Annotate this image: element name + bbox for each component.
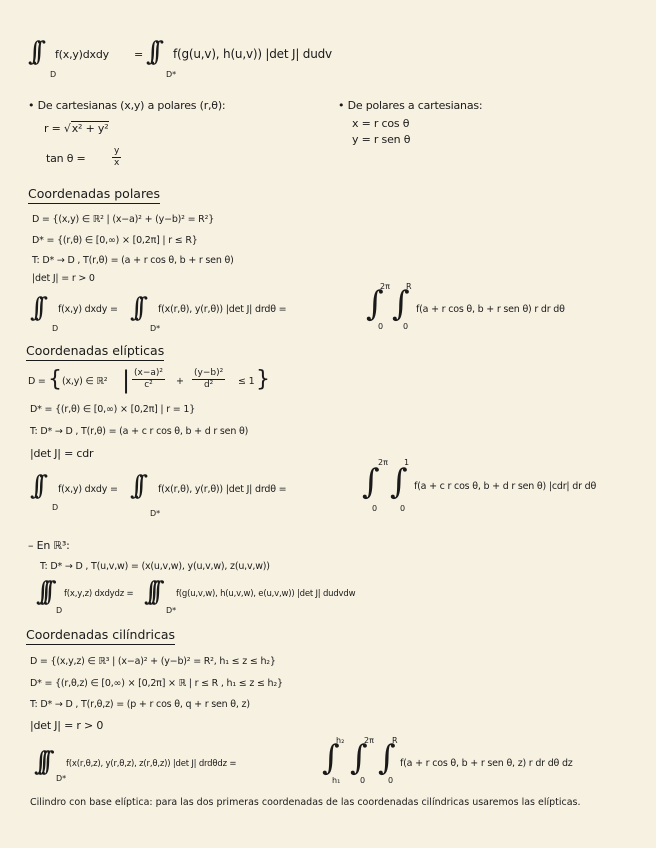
lower-limit: 0 [388, 776, 394, 785]
elliptic-d-prefix: D = [28, 376, 46, 387]
x-equation: x = r cos θ [352, 117, 410, 130]
integral-symbol: ∫ [390, 462, 399, 502]
elliptic-le: ≤ 1 [238, 376, 255, 387]
polar-det: |det J| = r > 0 [32, 273, 95, 284]
lower-limit: h₁ [332, 776, 341, 785]
polar-to-cart-title: • De polares a cartesianas: [338, 99, 483, 112]
tan-fraction [112, 146, 121, 169]
tan-denominator: x [114, 158, 120, 168]
frac-x-numerator: (x−a)² [134, 368, 164, 378]
upper-limit: h₂ [336, 736, 345, 745]
polar-int-right: f(a + r cos θ, b + r sen θ) r dr dθ [416, 304, 565, 315]
elliptic-int-left: f(x,y) dxdy = [58, 484, 118, 495]
cylindrical-heading: Coordenadas cilíndricas [26, 627, 175, 645]
cyl-int-right: f(a + r cos θ, b + r sen θ, z) r dr dθ dz [400, 758, 573, 769]
plus-sign: + [176, 376, 184, 387]
domain-limit: D [52, 503, 59, 512]
cart-to-polar-title: • De cartesianas (x,y) a polares (r,θ): [28, 99, 226, 112]
elliptic-d-set: (x,y) ∈ ℝ² [62, 376, 108, 387]
equals-sign: = [134, 48, 144, 61]
elliptic-int-right: f(a + c r cos θ, b + d r sen θ) |cdr| dr dθ [414, 481, 597, 492]
cyl-int-left: f(x(r,θ,z), y(r,θ,z), z(r,θ,z)) |det J| drdθdz = [66, 759, 237, 769]
polar-heading: Coordenadas polares [28, 186, 160, 204]
polar-dstar-def: D* = {(r,θ) ∈ [0,∞) × [0,2π] | r ≤ R} [32, 235, 198, 246]
lower-limit: 0 [372, 504, 378, 513]
upper-limit: R [392, 736, 398, 745]
cyl-dstar-def: D* = {(r,θ,z) ∈ [0,∞) × [0,2π] × ℝ | r ≤ R , h₁ ≤ z ≤ h₂} [30, 678, 283, 689]
elliptic-cylinder-note: Cilindro con base elíptica: para las dos primeras coordenadas de las coordenadas cilíndricas usaremos las elípticas. [30, 797, 581, 808]
integral-symbol: ∫ [350, 738, 359, 778]
domain-limit: D* [166, 70, 177, 79]
domain-limit: D* [56, 774, 67, 783]
lower-limit: 0 [378, 322, 384, 331]
integral-symbol: ∫ [366, 284, 375, 324]
cyl-d-def: D = {(x,y,z) ∈ ℝ³ | (x−a)² + (y−b)² = R², h₁ ≤ z ≤ h₂} [30, 656, 276, 667]
upper-limit: 1 [404, 458, 410, 467]
double-integral-symbol: ∫∫ [130, 293, 140, 323]
tan-prefix: tan θ = [46, 152, 86, 165]
domain-limit: D [56, 606, 63, 615]
lower-limit: 0 [403, 322, 409, 331]
integral-symbol: ∫ [378, 738, 387, 778]
triple-integral-symbol: ∫∫∫ [36, 577, 47, 607]
upper-limit: 2π [380, 282, 390, 291]
double-integral-symbol: ∫∫ [130, 471, 140, 501]
triple-integral-symbol: ∫∫∫ [144, 577, 155, 607]
r3-int-right: f(g(u,v,w), h(u,v,w), e(u,v,w)) |det J| dudvdw [176, 589, 356, 599]
polar-t-def: T: D* → D , T(r,θ) = (a + r cos θ, b + r sen θ) [32, 255, 234, 266]
double-integral-symbol: ∫∫ [30, 293, 40, 323]
integral-symbol: ∫ [322, 738, 331, 778]
close-brace: } [256, 367, 270, 392]
elliptic-dstar-def: D* = {(r,θ) ∈ [0,∞) × [0,2π] | r = 1} [30, 404, 196, 415]
r3-heading: – En ℝ³: [28, 539, 70, 552]
elliptic-det: |det J| = cdr [30, 447, 94, 460]
upper-limit: 2π [364, 736, 374, 745]
integral-symbol: ∫ [362, 462, 371, 502]
cyl-det: |det J| = r > 0 [30, 719, 104, 732]
open-brace: { [48, 367, 62, 392]
r-formula: r = √x² + y² [44, 122, 109, 135]
domain-limit: D* [166, 606, 177, 615]
double-integral-symbol: ∫∫ [30, 471, 40, 501]
elliptic-frac-y [192, 368, 225, 391]
frac-x-denominator: c² [144, 380, 153, 390]
upper-limit: R [406, 282, 412, 291]
elliptic-int-mid: f(x(r,θ), y(r,θ)) |det J| drdθ = [158, 484, 287, 495]
elliptic-frac-x [132, 368, 165, 391]
set-bar: | [122, 366, 131, 394]
frac-y-numerator: (y−b)² [194, 368, 224, 378]
r3-int-left: f(x,y,z) dxdydz = [64, 589, 134, 599]
r-prefix: r = [44, 122, 61, 135]
double-integral-symbol: ∫∫ [146, 37, 156, 67]
polar-int-mid: f(x(r,θ), y(r,θ)) |det J| drdθ = [158, 304, 287, 315]
r3-t-def: T: D* → D , T(u,v,w) = (x(u,v,w), y(u,v,w), z(u,v,w)) [40, 561, 270, 572]
elliptic-heading: Coordenadas elípticas [26, 343, 164, 361]
intro-integrand-right: f(g(u,v), h(u,v)) |det J| dudv [173, 47, 332, 61]
domain-limit: D [50, 70, 57, 79]
lower-limit: 0 [400, 504, 406, 513]
domain-limit: D* [150, 509, 161, 518]
frac-y-denominator: d² [203, 380, 214, 390]
domain-limit: D [52, 324, 59, 333]
domain-limit: D* [150, 324, 161, 333]
polar-int-left: f(x,y) dxdy = [58, 304, 118, 315]
elliptic-t-def: T: D* → D , T(r,θ) = (a + c r cos θ, b + d r sen θ) [30, 426, 249, 437]
upper-limit: 2π [378, 458, 388, 467]
polar-d-def: D = {(x,y) ∈ ℝ² | (x−a)² + (y−b)² = R²} [32, 214, 215, 225]
y-equation: y = r sen θ [352, 133, 411, 146]
tan-numerator: y [114, 146, 120, 156]
r-radicand: x² + y² [71, 122, 109, 135]
cyl-t-def: T: D* → D , T(r,θ,z) = (p + r cos θ, q + r sen θ, z) [30, 699, 250, 710]
double-integral-symbol: ∫∫ [28, 37, 38, 67]
integral-symbol: ∫ [392, 284, 401, 324]
lower-limit: 0 [360, 776, 366, 785]
intro-integrand-left: f(x,y)dxdy [55, 48, 109, 61]
triple-integral-symbol: ∫∫∫ [34, 747, 45, 777]
